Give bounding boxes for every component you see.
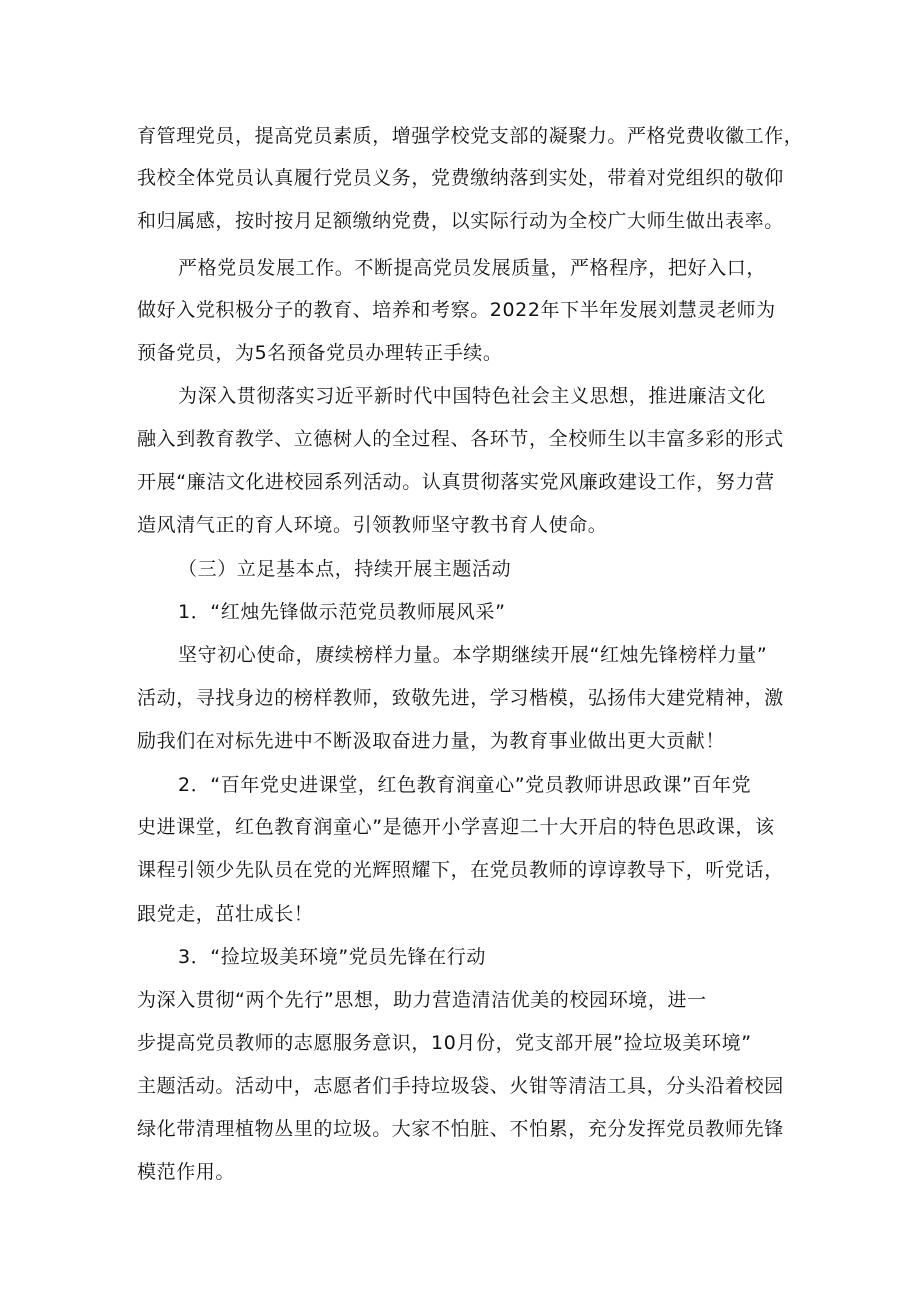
text-line-1: 育管理党员，提高党员素质，增强学校党支部的凝聚力。严格党费收徽工作， — [137, 125, 804, 147]
text-line-23: 主题活动。活动中，志愿者们手持垃圾袋、火钳等清洁工具，分头沿着校园 — [137, 1075, 784, 1097]
text-line-5: 做好入党积极分子的教育、培养和考察。2022年下半年发展刘慧灵老师为 — [137, 299, 776, 321]
text-line-9: 开展“廉洁文化进校园系列活动。认真贯彻落实党风廉政建设工作，努力营 — [137, 471, 775, 493]
text-line-4: 严格党员发展工作。不断提高党员发展质量，严格程序，把好入口， — [178, 257, 767, 279]
text-line-22: 步提高党员教师的志愿服务意识，10月份，党支部开展”捡垃圾美环境” — [137, 1032, 752, 1054]
text-line-7: 为深入贯彻落实习近平新时代中国特色社会主义思想，推进廉洁文化 — [178, 385, 767, 407]
text-line-25: 模范作用。 — [137, 1161, 236, 1183]
text-line-24: 绿化带清理植物丛里的垃圾。大家不怕脏、不怕累，充分发挥党员教师先锋 — [137, 1118, 784, 1140]
item-heading-1: 1．“红烛先锋做示范党员教师展风采” — [178, 601, 506, 623]
text-line-17: 史进课堂，红色教育润童心”是德开小学喜迎二十大开启的特色思政课，该 — [137, 816, 775, 838]
text-line-15: 励我们在对标先进中不断汲取奋进力量，为教育事业做出更大贡献！ — [137, 730, 726, 752]
text-line-2: 我校全体党员认真履行党员义务，党费缴纳落到实处，带着对党组织的敬仰 — [137, 167, 784, 189]
text-line-13: 坚守初心使命，赓续榜样力量。本学期继续开展“红烛先锋榜样力量” — [178, 644, 768, 666]
text-line-19: 跟党走，茁壮成长！ — [137, 903, 314, 925]
text-line-3: 和归属感，按时按月足额缴纳党费，以实际行动为全校广大师生做出表率。 — [137, 210, 784, 232]
item-heading-2: 2．“百年党史进课堂，红色教育润童心”党员教师讲思政课”百年党 — [178, 774, 752, 796]
text-line-8: 融入到教育教学、立德树人的全过程、各环节，全校师生以丰富多彩的形式 — [137, 428, 784, 450]
text-line-6: 预备党员，为5名预备党员办理转正手续。 — [137, 342, 503, 364]
text-line-10: 造风清气正的育人环境。引领教师坚守教书育人使命。 — [137, 514, 608, 536]
text-line-21: 为深入贯彻“两个先行”思想，助力营造清洁优美的校园环境，进一 — [137, 989, 707, 1011]
text-line-18: 课程引领少先队员在党的光辉照耀下，在党员教师的谆谆教导下，听党话， — [137, 859, 784, 881]
text-line-14: 活动，寻找身边的榜样教师，致敬先进，学习楷模，弘扬伟大建党精神，激 — [137, 687, 784, 709]
item-heading-3: 3．“捡垃圾美环境”党员先锋在行动 — [178, 946, 486, 968]
section-heading: （三）立足基本点，持续开展主题活动 — [178, 558, 512, 580]
